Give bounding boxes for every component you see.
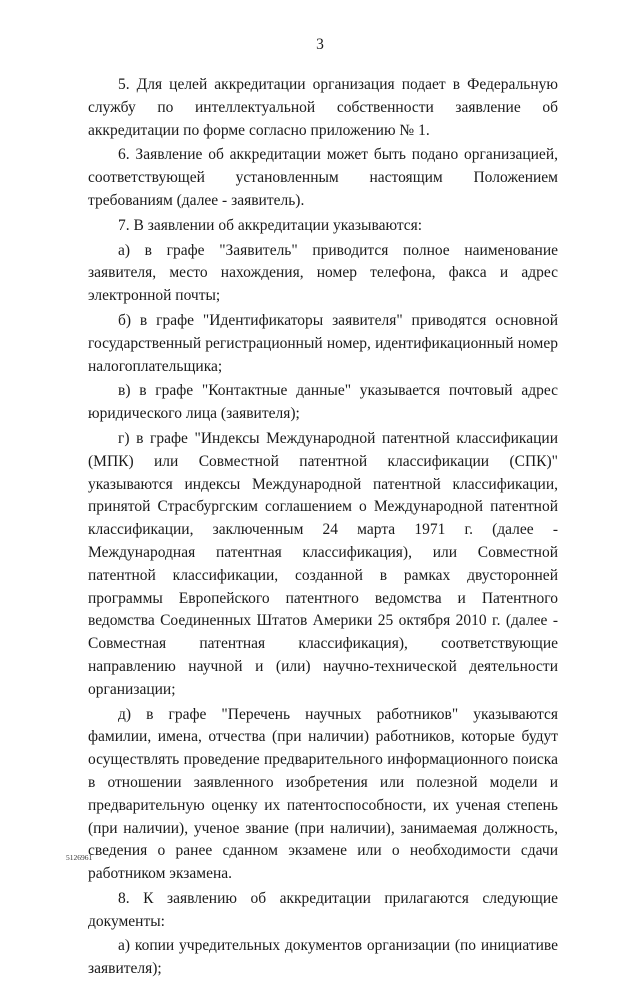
paragraph-5: 5. Для целей аккредитации организация подает в Федеральную службу по интеллектуальной собственности заявление об аккредитации по форме согласно приложению № 1.	[88, 76, 558, 139]
paragraph-6: 6. Заявление об аккредитации может быть подано организацией, соответствующей установленным настоящим Положением требованиям (далее - заявитель).	[88, 146, 558, 209]
page-number: 3	[316, 36, 324, 53]
paragraph-7b: б) в графе "Идентификаторы заявителя" приводятся основной государственный регистрационный номер, идентификационный номер налогоплательщика;	[88, 311, 558, 375]
paragraph-7: 7. В заявлении об аккредитации указываются:	[118, 216, 423, 234]
paragraph-8: 8. К заявлению об аккредитации прилагаются следующие документы:	[88, 889, 558, 930]
paragraph-7a: а) в графе "Заявитель" приводится полное наименование заявителя, место нахождения, номер телефона, факса и адрес электронной почты;	[88, 241, 558, 305]
document-body	[88, 74, 558, 983]
paragraph-7d: д) в графе "Перечень научных работников" указываются фамилии, имена, отчества (при наличии) работников, которые будут осуществлять проведение предварительного информационного поиска в отношении заявленного изобретения или полезной модели и предварительную оценку их патентоспособности, их ученая степень (при наличии), ученое звание (при наличии), занимаемая должность, сведения о ранее сданном экзамене или о необходимости сдачи работником экзамена.	[88, 705, 558, 883]
paragraph-7g: г) в графе "Индексы Международной патентной классификации (МПК) или Совместной патентной классификации (СПК)" указываются индексы Международной патентной классификации, принятой Страсбургским соглашением о Международной патентной классификации, заключенным 24 марта 1971 г. (далее - Международная патентная классификация), или Совместной патентной классификации, созданной в рамках двусторонней программы Европейского патентного ведомства и Патентного ведомства Соединенных Штатов Америки 25 октября 2010 г. (далее - Совместная патентная классификация), соответствующие направлению научной и (или) научно-технической деятельности организации;	[88, 429, 558, 698]
paragraph-8a: а) копии учредительных документов организации (по инициативе заявителя);	[88, 937, 558, 978]
footer-document-code: 5126961	[66, 853, 93, 862]
paragraph-7v: в) в графе "Контактные данные" указывается почтовый адрес юридического лица (заявителя);	[88, 382, 558, 423]
